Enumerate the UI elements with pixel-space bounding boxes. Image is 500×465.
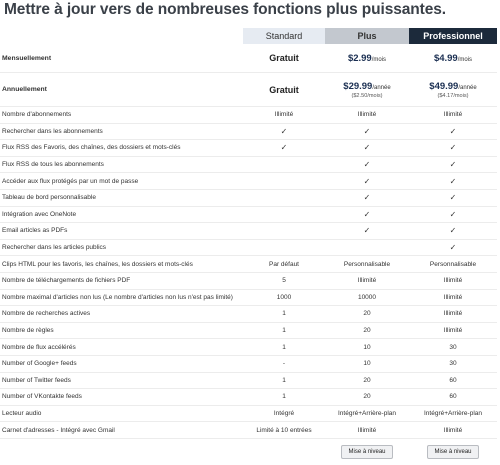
plus-monthly-amount: $2.99 bbox=[347, 52, 372, 64]
plus-feature-value: 20 bbox=[325, 306, 409, 323]
standard-feature-value: Limité à 10 entrées bbox=[243, 422, 325, 439]
feature-name: Flux RSS des Favoris, des chaînes, des dossiers et mots-clés bbox=[0, 140, 243, 157]
standard-feature-value: 1 bbox=[243, 389, 325, 406]
pro-feature-value: 30 bbox=[409, 355, 497, 372]
plus-yearly-amount: $29.99 bbox=[343, 80, 373, 92]
check-icon: ✓ bbox=[363, 143, 371, 153]
plus-feature-value: Illimité bbox=[325, 107, 409, 124]
feature-row bbox=[0, 372, 497, 389]
standard-feature-value bbox=[243, 189, 325, 206]
feature-name: Email articles as PDFs bbox=[0, 223, 243, 240]
pro-feature-value: Personnalisable bbox=[409, 256, 497, 273]
pro-feature-check bbox=[409, 239, 497, 256]
standard-upgrade-cell bbox=[243, 438, 325, 465]
check-icon: ✓ bbox=[363, 126, 371, 136]
plus-upgrade-button[interactable]: Mise à niveau bbox=[341, 445, 392, 459]
feature-name: Number of Google+ feeds bbox=[0, 355, 243, 372]
plus-yearly-monthly-equivalent: ($2.50/mois) bbox=[351, 92, 383, 99]
plus-feature-check bbox=[325, 156, 409, 173]
pro-feature-value: Illimité bbox=[409, 422, 497, 439]
pro-feature-check bbox=[409, 206, 497, 223]
feature-name: Tableau de bord personnalisable bbox=[0, 189, 243, 206]
pro-feature-value: Intégré+Arrière-plan bbox=[409, 405, 497, 422]
feature-name: Nombre d'abonnements bbox=[0, 107, 243, 124]
pro-monthly-amount: $4.99 bbox=[433, 52, 458, 64]
check-icon: ✓ bbox=[363, 160, 371, 170]
plus-yearly-unit: /année bbox=[372, 84, 391, 91]
plan-header-row bbox=[0, 28, 497, 44]
feature-name: Accéder aux flux protégés par un mot de passe bbox=[0, 173, 243, 190]
feature-row bbox=[0, 289, 497, 306]
check-icon: ✓ bbox=[363, 176, 371, 186]
feature-name: Nombre maximal d'articles non lus (Le nombre d'articles non lus n'est pas limité) bbox=[0, 289, 243, 306]
check-icon: ✓ bbox=[280, 143, 288, 153]
plan-header-professionnel: Professionnel bbox=[409, 28, 497, 44]
feature-row bbox=[0, 156, 497, 173]
monthly-price-row bbox=[0, 44, 497, 73]
standard-feature-value bbox=[243, 206, 325, 223]
upgrade-row bbox=[0, 438, 497, 465]
check-icon: ✓ bbox=[363, 226, 371, 236]
feature-row bbox=[0, 189, 497, 206]
feature-row bbox=[0, 173, 497, 190]
standard-yearly-price bbox=[243, 73, 325, 107]
standard-feature-value: 1000 bbox=[243, 289, 325, 306]
feature-row bbox=[0, 355, 497, 372]
standard-feature-value: 1 bbox=[243, 372, 325, 389]
plans-comparison-table bbox=[0, 28, 497, 465]
check-icon: ✓ bbox=[363, 193, 371, 203]
standard-feature-value: 1 bbox=[243, 322, 325, 339]
feature-row bbox=[0, 272, 497, 289]
pro-feature-check bbox=[409, 173, 497, 190]
pro-feature-check bbox=[409, 140, 497, 157]
pro-feature-value: 60 bbox=[409, 389, 497, 406]
plus-feature-check bbox=[325, 223, 409, 240]
plus-feature-value: 10 bbox=[325, 355, 409, 372]
standard-feature-value: Illimité bbox=[243, 107, 325, 124]
pro-feature-check bbox=[409, 156, 497, 173]
feature-name: Lecteur audio bbox=[0, 405, 243, 422]
pro-feature-value: Illimité bbox=[409, 306, 497, 323]
standard-feature-value bbox=[243, 156, 325, 173]
yearly-label: Annuellement bbox=[0, 73, 243, 107]
pro-feature-check bbox=[409, 189, 497, 206]
header-blank-cell bbox=[0, 28, 243, 44]
page-title: Mettre à jour vers de nombreuses fonctions plus puissantes. bbox=[4, 1, 446, 18]
standard-feature-check bbox=[243, 140, 325, 157]
check-icon: ✓ bbox=[363, 209, 371, 219]
feature-row bbox=[0, 322, 497, 339]
plus-yearly-price bbox=[325, 73, 409, 107]
standard-feature-value bbox=[243, 239, 325, 256]
standard-yearly-free: Gratuit bbox=[269, 84, 299, 95]
feature-row bbox=[0, 223, 497, 240]
upgrade-row-blank bbox=[0, 438, 243, 465]
standard-monthly-price bbox=[243, 44, 325, 73]
standard-feature-value: Par défaut bbox=[243, 256, 325, 273]
standard-feature-check bbox=[243, 123, 325, 140]
plus-feature-value: 10 bbox=[325, 339, 409, 356]
plus-monthly-unit: /mois bbox=[371, 56, 387, 63]
plus-monthly-price bbox=[325, 44, 409, 73]
feature-name: Number of Twitter feeds bbox=[0, 372, 243, 389]
pro-feature-value: Illimité bbox=[409, 107, 497, 124]
standard-feature-value: 5 bbox=[243, 272, 325, 289]
plus-feature-value: 10000 bbox=[325, 289, 409, 306]
feature-row bbox=[0, 405, 497, 422]
pro-yearly-unit: /année bbox=[458, 84, 477, 91]
standard-feature-value bbox=[243, 223, 325, 240]
pro-upgrade-cell bbox=[409, 438, 497, 465]
plus-feature-check bbox=[325, 189, 409, 206]
check-icon: ✓ bbox=[449, 243, 457, 253]
check-icon: ✓ bbox=[449, 209, 457, 219]
pro-feature-value: Illimité bbox=[409, 322, 497, 339]
plan-header-standard: Standard bbox=[243, 28, 325, 44]
pro-feature-value: 30 bbox=[409, 339, 497, 356]
plan-header-plus: Plus bbox=[325, 28, 409, 44]
feature-name: Number of VKontakte feeds bbox=[0, 389, 243, 406]
plus-feature-check bbox=[325, 123, 409, 140]
feature-row bbox=[0, 339, 497, 356]
pro-monthly-unit: /mois bbox=[457, 56, 473, 63]
pro-yearly-monthly-equivalent: ($4.17/mois) bbox=[437, 92, 469, 99]
standard-feature-value bbox=[243, 173, 325, 190]
check-icon: ✓ bbox=[449, 126, 457, 136]
pro-feature-value: Illimité bbox=[409, 289, 497, 306]
standard-feature-value: 1 bbox=[243, 306, 325, 323]
plus-feature-value bbox=[325, 239, 409, 256]
standard-feature-value: - bbox=[243, 355, 325, 372]
plus-feature-value: Intégré+Arrière-plan bbox=[325, 405, 409, 422]
feature-row bbox=[0, 389, 497, 406]
feature-row bbox=[0, 123, 497, 140]
pro-feature-value: Illimité bbox=[409, 272, 497, 289]
pro-feature-check bbox=[409, 223, 497, 240]
pro-upgrade-button[interactable]: Mise à niveau bbox=[427, 445, 478, 459]
check-icon: ✓ bbox=[280, 126, 288, 136]
feature-name: Nombre de téléchargements de fichiers PDF bbox=[0, 272, 243, 289]
feature-name: Nombre de recherches actives bbox=[0, 306, 243, 323]
feature-name: Rechercher dans les abonnements bbox=[0, 123, 243, 140]
pro-yearly-amount: $49.99 bbox=[429, 80, 459, 92]
standard-feature-value: 1 bbox=[243, 339, 325, 356]
feature-row bbox=[0, 256, 497, 273]
plus-feature-check bbox=[325, 206, 409, 223]
plus-feature-value: 20 bbox=[325, 389, 409, 406]
feature-row bbox=[0, 206, 497, 223]
plus-feature-value: 20 bbox=[325, 322, 409, 339]
check-icon: ✓ bbox=[449, 193, 457, 203]
feature-row bbox=[0, 306, 497, 323]
plus-feature-check bbox=[325, 140, 409, 157]
check-icon: ✓ bbox=[449, 160, 457, 170]
plus-feature-value: Illimité bbox=[325, 272, 409, 289]
pro-feature-value: 60 bbox=[409, 372, 497, 389]
plus-feature-check bbox=[325, 173, 409, 190]
standard-feature-value: Intégré bbox=[243, 405, 325, 422]
plus-feature-value: Personnalisable bbox=[325, 256, 409, 273]
feature-name: Intégration avec OneNote bbox=[0, 206, 243, 223]
feature-name: Nombre de règles bbox=[0, 322, 243, 339]
pro-feature-check bbox=[409, 123, 497, 140]
check-icon: ✓ bbox=[449, 143, 457, 153]
monthly-label: Mensuellement bbox=[0, 44, 243, 73]
feature-name: Carnet d'adresses - Intégré avec Gmail bbox=[0, 422, 243, 439]
check-icon: ✓ bbox=[449, 176, 457, 186]
check-icon: ✓ bbox=[449, 226, 457, 236]
feature-name: Nombre de flux accélérés bbox=[0, 339, 243, 356]
feature-row bbox=[0, 239, 497, 256]
pro-monthly-price bbox=[409, 44, 497, 73]
plus-feature-value: 20 bbox=[325, 372, 409, 389]
plus-feature-value: Illimité bbox=[325, 422, 409, 439]
yearly-price-row bbox=[0, 73, 497, 107]
standard-monthly-free: Gratuit bbox=[269, 53, 299, 63]
feature-row bbox=[0, 140, 497, 157]
feature-row bbox=[0, 422, 497, 439]
plus-upgrade-cell bbox=[325, 438, 409, 465]
pro-yearly-price bbox=[409, 73, 497, 107]
feature-name: Clips HTML pour les favoris, les chaînes, les dossiers et mots-clés bbox=[0, 256, 243, 273]
feature-name: Flux RSS de tous les abonnements bbox=[0, 156, 243, 173]
feature-row bbox=[0, 107, 497, 124]
feature-name: Rechercher dans les articles publics bbox=[0, 239, 243, 256]
